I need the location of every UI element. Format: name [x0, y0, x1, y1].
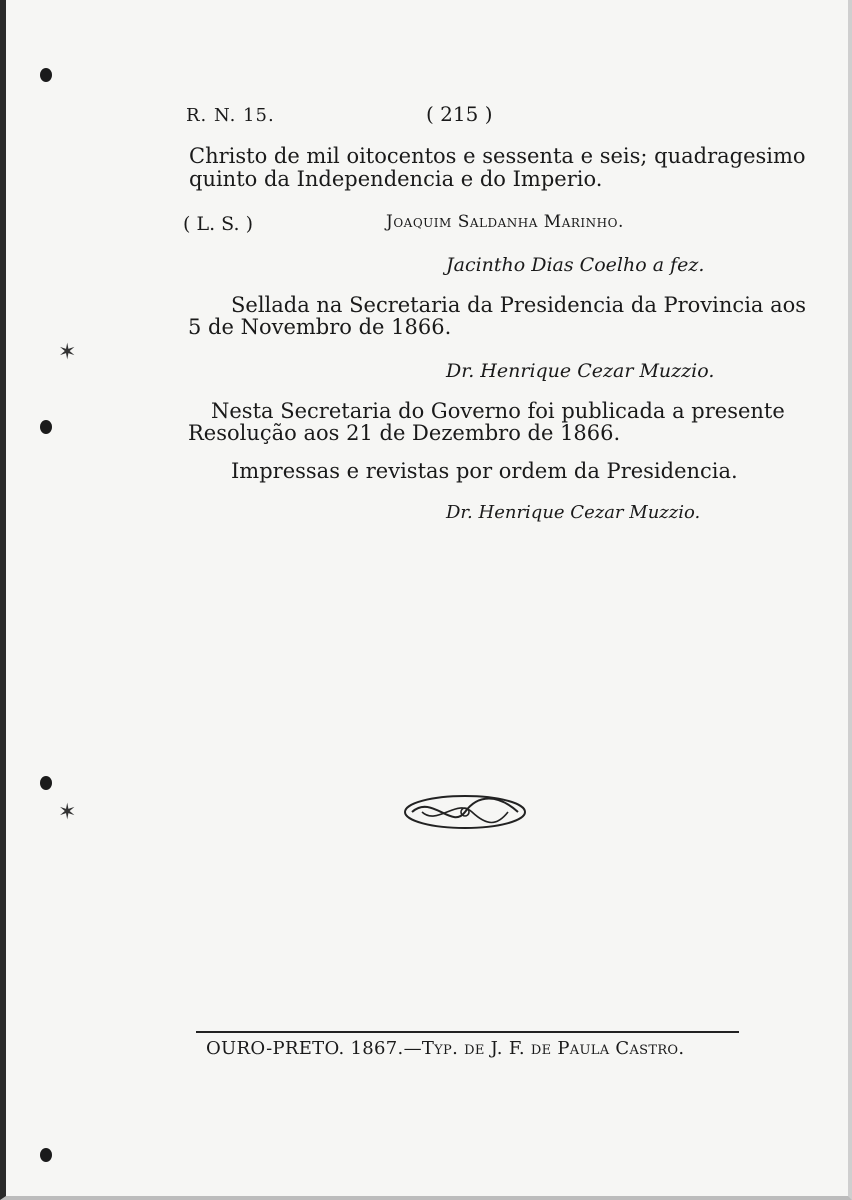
punch-hole: [40, 776, 52, 790]
signature: Dr. Henrique Cezar Muzzio.: [446, 360, 715, 382]
text-line: Sellada na Secretaria da Presidencia da Provincia aos: [231, 293, 807, 317]
signer-name: Joaquim Saldanha Marinho.: [386, 212, 624, 232]
punch-hole: [40, 1148, 52, 1162]
text-line: Impressas e revistas por ordem da Presidencia.: [231, 459, 738, 483]
margin-star-mark: ✶: [58, 800, 77, 825]
text-line: Resolução aos 21 de Dezembro de 1866.: [188, 421, 621, 445]
text-line: 5 de Novembro de 1866.: [188, 315, 452, 339]
punch-hole: [40, 68, 52, 82]
punch-hole: [40, 420, 52, 434]
printer-imprint: OURO-PRETO. 1867.—Typ. de J. F. de Paula Castro.: [206, 1038, 685, 1059]
footer-rule: [196, 1031, 739, 1033]
signature: Dr. Henrique Cezar Muzzio.: [446, 502, 701, 523]
serial-number: R. N. 15.: [186, 105, 275, 126]
text-line: quinto da Independencia e do Imperio.: [189, 167, 603, 191]
writer-note: Jacintho Dias Coelho a fez.: [446, 254, 705, 276]
margin-star-mark: ✶: [58, 340, 77, 365]
text-line: Nesta Secretaria do Governo foi publicada a presente: [211, 399, 785, 423]
text-line: Christo de mil oitocentos e sessenta e seis; quadragesimo: [189, 144, 806, 168]
seal-mark: ( L. S. ): [183, 213, 253, 235]
page-number: ( 215 ): [426, 102, 493, 126]
ornament-icon: [402, 792, 528, 832]
